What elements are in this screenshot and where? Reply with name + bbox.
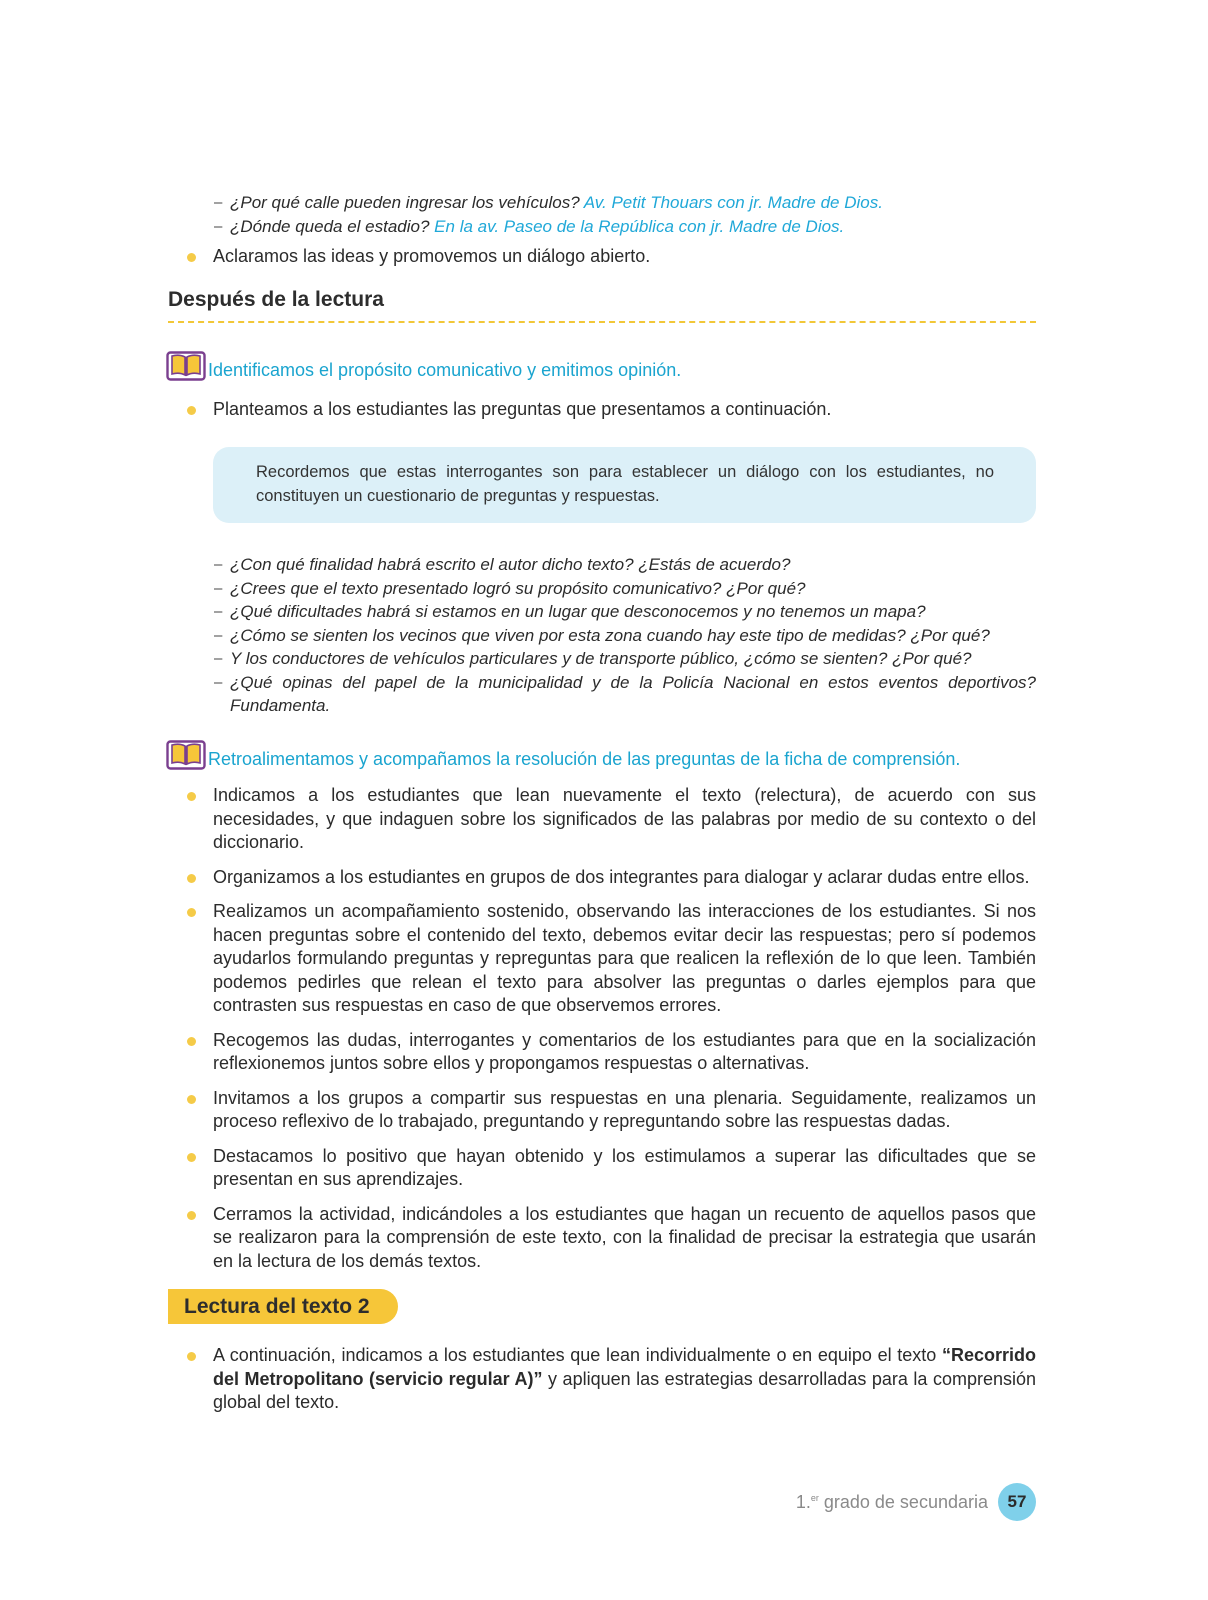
activity-label: Retroalimentamos y acompañamos la resolución de las preguntas de la ficha de comprensión. — [208, 748, 961, 769]
bullet-dot-icon — [187, 908, 196, 917]
bullet-dot-icon — [187, 406, 196, 415]
open-book-icon — [166, 351, 206, 381]
list-item — [214, 191, 1036, 215]
page-number: 57 — [998, 1483, 1036, 1521]
bullet-text: A continuación, indicamos a los estudiantes que lean individualmente o en equipo el texto — [213, 1345, 942, 1365]
answer-text: Av. Petit Thouars con jr. Madre de Dios. — [583, 193, 883, 212]
list-item — [187, 1145, 1036, 1192]
bullet-text: Destacamos lo positivo que hayan obtenido y los estimulamos a superar las dificultades que se presentan en sus aprendizajes. — [213, 1145, 1036, 1189]
list-item — [214, 215, 1036, 239]
list-item: – Y los conductores de vehículos particulares y de transporte público, ¿cómo se sienten? ¿Por qué? — [214, 647, 1036, 671]
list-item — [187, 398, 1036, 422]
list-item — [187, 1029, 1036, 1076]
list-item: – ¿Crees que el texto presentado logró su propósito comunicativo? ¿Por qué? — [214, 577, 1036, 601]
bullet-dot-icon — [187, 874, 196, 883]
section-tab: Lectura del texto 2 — [168, 1289, 398, 1324]
activity-label: Identificamos el propósito comunicativo y emitimos opinión. — [208, 359, 682, 380]
bullet-dot-icon — [187, 792, 196, 801]
bullet-text: Planteamos a los estudiantes las preguntas que presentamos a continuación. — [213, 399, 832, 419]
list-item — [187, 866, 1036, 890]
list-item — [187, 245, 1036, 269]
list-item: – ¿Qué dificultades habrá si estamos en un lugar que desconocemos y no tenemos un mapa? — [214, 600, 1036, 624]
activity-heading-2 — [166, 740, 960, 770]
list-item — [187, 1087, 1036, 1134]
bullet-text: Organizamos a los estudiantes en grupos de dos integrantes para dialogar y aclarar dudas entre ellos. — [213, 866, 1030, 887]
bullet-dot-icon — [187, 1352, 196, 1361]
list-item: – ¿Cómo se sienten los vecinos que viven por esta zona cuando hay este tipo de medidas? ¿Por qué? — [214, 624, 1036, 648]
bullet-text: Cerramos la actividad, indicándoles a los estudiantes que hagan un recuento de aquellos pasos que se realizaron para la comprensión de este texto, con la finalidad de precisar la estrategia que usarán en la lectura de los demás textos. — [213, 1203, 1036, 1271]
bullet-dot-icon — [187, 1095, 196, 1104]
feedback-bullet-list — [187, 784, 1036, 1284]
note-box: Recordemos que estas interrogantes son para establecer un diálogo con los estudiantes, no constituyen un cuestionario de preguntas y respuestas. — [213, 447, 1036, 523]
list-item — [187, 784, 1036, 855]
grade-number: 1. — [795, 1491, 811, 1512]
section-title: Después de la lectura — [168, 288, 384, 311]
bullet-text: Realizamos un acompañamiento sostenido, observando las interacciones de los estudiantes. Si nos hacen preguntas sobre el contenido del texto, debemos evitar decir las respuestas; pero sí podemos ayudarlos formulando preguntas y repreguntas para que realicen la reflexión de lo que leen. También podemos pedirles que relean el texto para absolver las preguntas o darles ejemplos para que contrasten sus respuestas en caso de que observemos errores. — [213, 901, 1036, 1015]
list-item — [187, 1203, 1036, 1274]
grade-text: grado de secundaria — [818, 1491, 988, 1512]
top-questions-list — [214, 191, 1036, 238]
answer-text: En la av. Paseo de la República con jr. Madre de Dios. — [434, 216, 845, 236]
question-text: ¿Por qué calle pueden ingresar los vehículos? — [230, 193, 580, 212]
bullet-text: y apliquen las estrategias desarrolladas para la comprensión global del texto. — [213, 1368, 1036, 1412]
activity-heading-1 — [166, 351, 681, 381]
bullet-dot-icon — [187, 253, 196, 262]
open-book-icon — [166, 740, 206, 770]
bullet-text: Aclaramos las ideas y promovemos un diálogo abierto. — [213, 246, 651, 266]
grade-superscript: er — [810, 1492, 819, 1503]
list-item: – ¿Qué opinas del papel de la municipalidad y de la Policía Nacional en estos eventos deportivos? Fundamenta. — [214, 671, 1036, 718]
bullet-dot-icon — [187, 1211, 196, 1220]
list-item — [187, 900, 1036, 1018]
activity1-bullet-list — [187, 398, 1036, 433]
questions-list — [214, 553, 1036, 718]
bullet-text: Invitamos a los grupos a compartir sus respuestas en una plenaria. Seguidamente, realizamos un proceso reflexivo de lo trabajado, preguntando y repreguntando sobre las respuestas dadas. — [213, 1087, 1036, 1131]
text-title-bold: “Recorrido del Metropolitano (servicio regular A)” — [213, 1345, 1036, 1389]
grade-label — [796, 1492, 988, 1513]
bullet-dot-icon — [187, 1153, 196, 1162]
dashed-divider — [168, 321, 1036, 323]
page-footer — [796, 1483, 1036, 1521]
list-item: – ¿Con qué finalidad habrá escrito el autor dicho texto? ¿Estás de acuerdo? — [214, 553, 1036, 577]
bullet-dot-icon — [187, 1037, 196, 1046]
question-text: ¿Dónde queda el estadio? — [230, 216, 430, 236]
top-bullet-list — [187, 245, 1036, 280]
bullet-text: Recogemos las dudas, interrogantes y comentarios de los estudiantes para que en la socialización reflexionemos juntos sobre ellos y propongamos respuestas o alternativas. — [213, 1029, 1036, 1073]
bullet-text: Indicamos a los estudiantes que lean nuevamente el texto (relectura), de acuerdo con sus necesidades, y que indaguen sobre los significados de las palabras por medio de su contexto o del diccionario. — [213, 785, 1036, 852]
list-item — [187, 1344, 1036, 1415]
final-bullet-list — [187, 1344, 1036, 1426]
